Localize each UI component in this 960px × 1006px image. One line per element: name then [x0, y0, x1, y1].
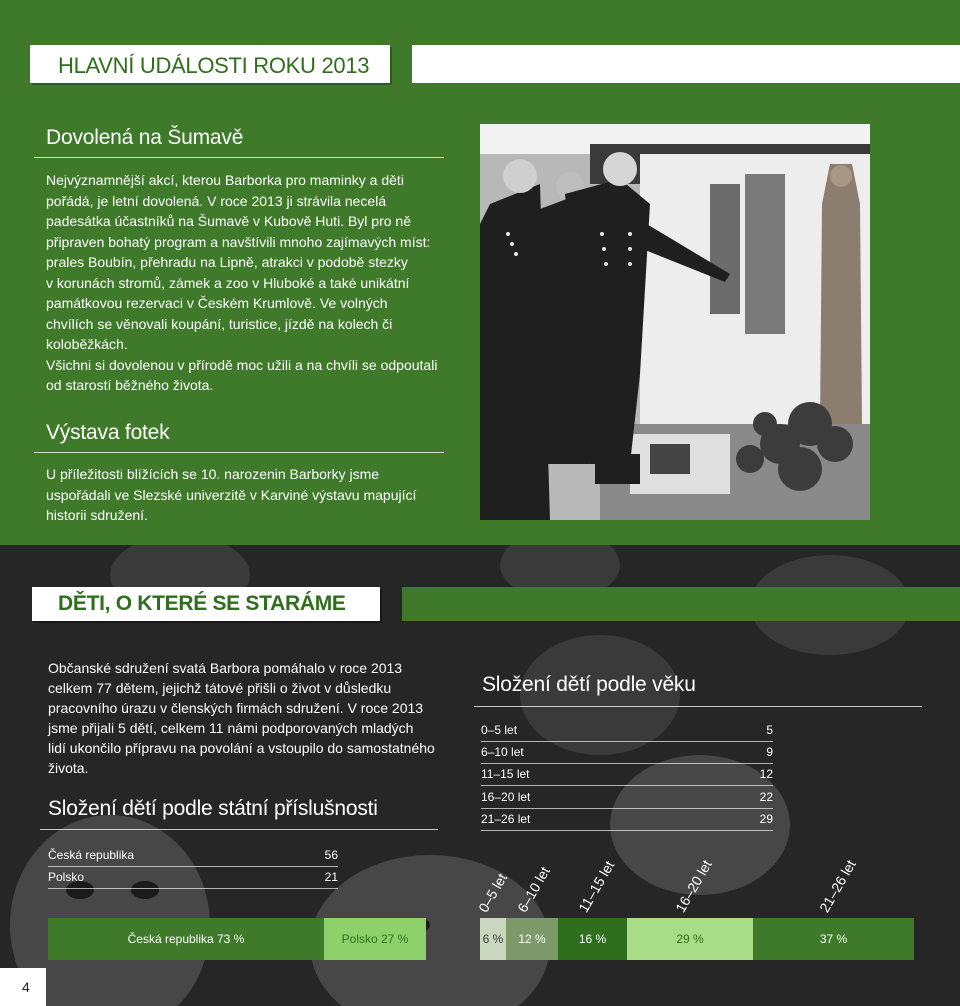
nationality-heading: Složení dětí podle státní příslušnosti [48, 797, 378, 820]
table-row: Česká republika 56 [48, 845, 338, 867]
nationality-bar [48, 918, 426, 960]
children-title: DĚTI, O KTERÉ SE STARÁME [58, 592, 346, 615]
children-text: Občanské sdružení svatá Barbora pomáhalo v roce 2013 celkem 77 dětem, jejichž tátové přišli o život v důsledku pracovního úrazu v členských firmách sdružení. V roce 2013 jsme přijali 5 dětí, celkem 11 námi podporovaných mladých lidí ukončilo přípravu na povolání a vstoupilo do samostatného života. [48, 660, 435, 776]
age-bar [480, 918, 914, 960]
table-row: Polsko 21 [48, 867, 338, 889]
vacation-heading: Dovolená na Šumavě [46, 126, 244, 149]
age-labels [475, 857, 914, 915]
section-title-banner [30, 45, 390, 83]
age-heading: Složení dětí podle věku [482, 673, 696, 696]
nationality-rule [40, 829, 438, 830]
age-label-21-26: 21–26 let [815, 857, 859, 915]
age-label-16-20: 16–20 let [672, 857, 716, 915]
children-title-banner [32, 587, 380, 621]
table-row: 0–5 let 5 [481, 720, 773, 742]
page-number: 4 [22, 979, 30, 995]
table-row: 6–10 let 9 [481, 742, 773, 764]
exhibition-heading: Výstava fotek [46, 421, 170, 444]
section-title: HLAVNÍ UDÁLOSTI ROKU 2013 [58, 53, 370, 78]
age-label-6-10: 6–10 let [514, 863, 553, 915]
bar-segment-21-26: 37 % [753, 918, 914, 960]
banner-strip [412, 45, 960, 83]
table-row: 21–26 let 29 [481, 809, 773, 831]
page-number-box [0, 968, 46, 1006]
bar-segment-0-5: 6 % [480, 918, 506, 960]
bar-segment-11-15: 16 % [558, 918, 627, 960]
vacation-rule [34, 157, 444, 158]
age-label-0-5: 0–5 let [475, 870, 511, 915]
age-label-11-15: 11–15 let [574, 858, 618, 915]
exhibition-text: U příležitosti blížících se 10. narozenin Barborky jsme uspořádali ve Slezské univerzitě v Karviné výstavu mapující historii sdružení. [46, 466, 417, 523]
bar-segment-6-10: 12 % [506, 918, 558, 960]
bar-segment-cz: Česká republika 73 % [48, 918, 324, 960]
exhibition-photo [480, 124, 870, 520]
bar-segment-pl: Polsko 27 % [324, 918, 426, 960]
age-rule [474, 706, 922, 707]
children-banner-strip [402, 587, 960, 621]
exhibition-rule [34, 452, 444, 453]
bar-segment-16-20: 29 % [627, 918, 753, 960]
table-row: 11–15 let 12 [481, 764, 773, 786]
vacation-text: Nejvýznamnější akcí, kterou Barborka pro maminky a děti pořádá, je letní dovolená. V roce 2013 ji strávila necelá padesátka účastníků na Šumavě v Kubově Huti. Byl pro ně připraven bohatý program a navštívili mnoho zajímavých míst: prales Boubín, přehradu na Lipně, atrakci v podobě stezky v korunách stromů, zámek a zoo v Hluboké a také unikátní památkovou rezervaci v Českém Krumlově. Ve volných chvílích se věnovali koupání, turistice, jízdě na kolech či koloběžkách. Všichni si dovolenou v přírodě moc užili a na chvíli se odpoutali od starostí běžného života. [46, 172, 438, 393]
table-row: 16–20 let 22 [481, 787, 773, 809]
